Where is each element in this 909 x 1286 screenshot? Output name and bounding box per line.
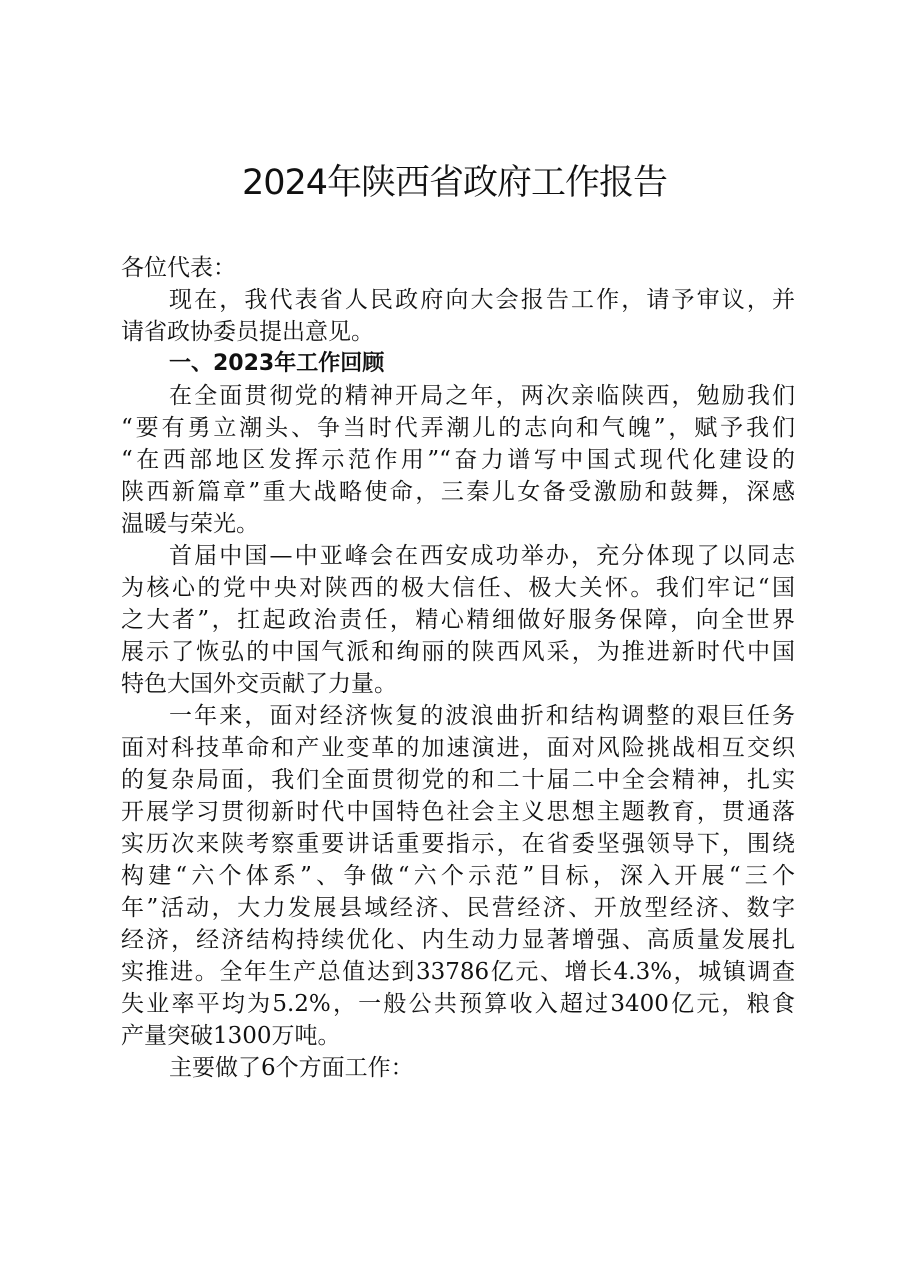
paragraph-line: 陕西新篇章”重大战略使命，三秦儿女备受激励和鼓舞，深感 — [121, 479, 795, 505]
paragraph-line: 年”活动，大力发展县域经济、民营经济、开放型经济、数字 — [121, 895, 795, 921]
document-body — [121, 252, 795, 1084]
paragraph-line: 展示了恢弘的中国气派和绚丽的陕西风采，为推进新时代中国 — [121, 639, 795, 665]
salutation: 各位代表： — [121, 255, 236, 281]
paragraph — [121, 284, 795, 348]
paragraph-line: 为核心的党中央对陕西的极大信任、极大关怀。我们牢记“国 — [121, 575, 795, 601]
paragraph-line: 面对科技革命和产业变革的加速演进，面对风险挑战相互交织 — [121, 735, 795, 761]
paragraph-line: 之大者”，扛起政治责任，精心精细做好服务保障，向全世界 — [121, 607, 795, 633]
paragraph-list — [121, 284, 795, 1084]
paragraph — [121, 1052, 795, 1084]
paragraph-line: 一年来，面对经济恢复的波浪曲折和结构调整的艰巨任务 — [169, 703, 795, 729]
paragraph-line: “在西部地区发挥示范作用”“奋力谱写中国式现代化建设的 — [121, 447, 795, 473]
paragraph-line: 产量突破1300万吨。 — [121, 1023, 341, 1049]
paragraph-line: 的复杂局面，我们全面贯彻党的和二十届二中全会精神，扎实 — [121, 767, 795, 793]
paragraph — [121, 700, 795, 1052]
paragraph — [121, 540, 795, 700]
heading-text: 一、2023年工作回顾 — [169, 351, 385, 376]
paragraph-line: 特色大国外交贡献了力量。 — [121, 671, 397, 697]
paragraph — [121, 380, 795, 540]
section-heading — [121, 348, 795, 380]
paragraph-line: 温暖与荣光。 — [121, 511, 259, 537]
paragraph-line: 经济，经济结构持续优化、内生动力显著增强、高质量发展扎 — [121, 927, 795, 953]
paragraph-line: 实历次来陕考察重要讲话重要指示，在省委坚强领导下，围绕 — [121, 831, 795, 857]
paragraph-line: 现在，我代表省人民政府向大会报告工作，请予审议，并 — [169, 287, 795, 313]
paragraph-line: 首届中国—中亚峰会在西安成功举办，充分体现了以同志 — [169, 543, 795, 569]
paragraph-line: 开展学习贯彻新时代中国特色社会主义思想主题教育，贯通落 — [121, 799, 795, 825]
paragraph-line: “要有勇立潮头、争当时代弄潮儿的志向和气魄”，赋予我们 — [121, 415, 795, 441]
paragraph-line: 主要做了6个方面工作： — [169, 1055, 414, 1081]
paragraph-line: 失业率平均为5.2%，一般公共预算收入超过3400亿元，粮食 — [121, 991, 795, 1017]
document-title: 2024年陕西省政府工作报告 — [241, 163, 668, 203]
paragraph-line: 请省政协委员提出意见。 — [121, 319, 374, 345]
paragraph-line: 实推进。全年生产总值达到33786亿元、增长4.3%，城镇调查 — [121, 959, 795, 985]
paragraph-line: 构建“六个体系”、争做“六个示范”目标，深入开展“三个 — [121, 863, 795, 889]
paragraph-line: 在全面贯彻党的精神开局之年，两次亲临陕西，勉励我们 — [169, 383, 795, 409]
